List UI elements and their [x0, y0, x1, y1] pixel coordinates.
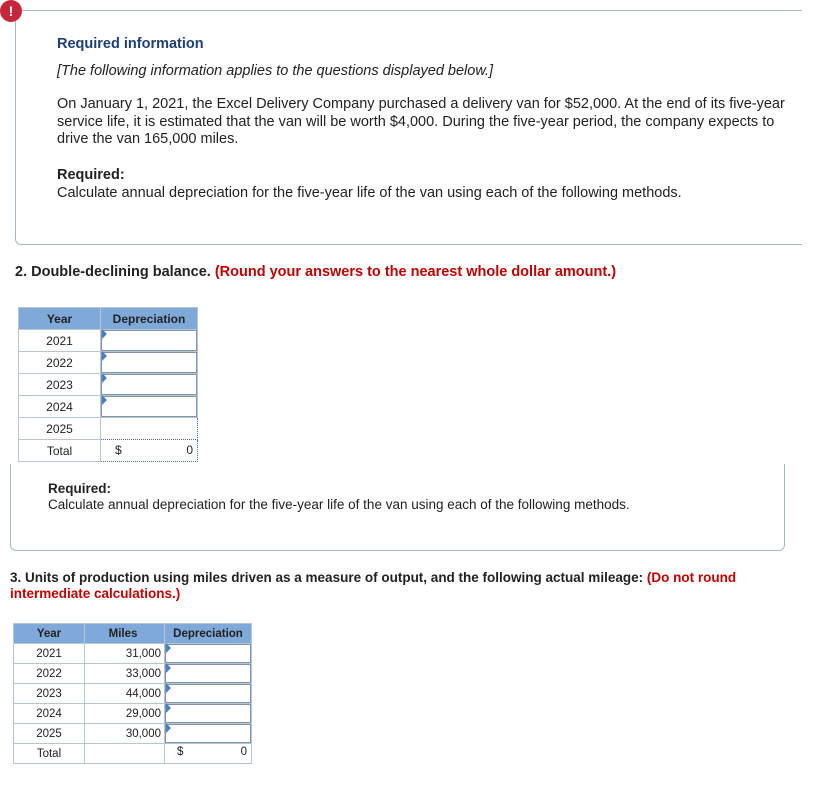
depreciation-cell [165, 704, 252, 724]
year-cell: 2022 [14, 664, 85, 684]
required-label-2: Required: [48, 481, 112, 496]
year-cell: 2022 [19, 352, 101, 374]
table-row [19, 418, 198, 440]
required-block [57, 167, 682, 202]
table-row [19, 440, 198, 462]
info-note: [The following information applies to the questions displayed below.] [57, 63, 494, 79]
depreciation-input-2024[interactable] [101, 396, 197, 417]
table-header-row [14, 624, 252, 644]
year-cell: 2024 [14, 704, 85, 724]
total-label: Total [14, 744, 85, 764]
units-depreciation-input-2024[interactable] [165, 704, 251, 723]
miles-cell: 30,000 [85, 724, 165, 744]
depreciation-input-2021[interactable] [101, 330, 197, 351]
year-cell: 2021 [14, 644, 85, 664]
depreciation-input-2023[interactable] [101, 374, 197, 395]
header-year: Year [19, 308, 101, 330]
total-value: 0 [240, 746, 247, 758]
header-depreciation: Depreciation [101, 308, 198, 330]
miles-cell: 33,000 [85, 664, 165, 684]
year-cell: 2025 [19, 418, 101, 440]
ddb-table [18, 307, 198, 462]
miles-cell: 44,000 [85, 684, 165, 704]
table-row [19, 352, 198, 374]
table-row [14, 644, 252, 664]
table-row [14, 724, 252, 744]
table-row [14, 664, 252, 684]
depreciation-cell [101, 330, 198, 352]
depreciation-cell [165, 664, 252, 684]
header-year: Year [14, 624, 85, 644]
table-header-row [19, 308, 198, 330]
question-2-label: 2. Double-declining balance. [15, 264, 211, 280]
units-depreciation-input-2022[interactable] [165, 664, 251, 683]
table-row [14, 684, 252, 704]
alert-icon: ! [0, 0, 22, 22]
miles-total-cell [85, 744, 165, 764]
depreciation-input-2022[interactable] [101, 352, 197, 373]
total-cell [101, 440, 198, 462]
question-3-instruction: (Do not round intermediate calculations.) [10, 570, 737, 601]
question-3 [10, 570, 820, 602]
table-row [19, 330, 198, 352]
required-label: Required: [57, 167, 125, 183]
total-value: 0 [186, 443, 193, 457]
required-block-2 [48, 481, 630, 513]
depreciation-cell [165, 724, 252, 744]
depreciation-cell [165, 644, 252, 664]
info-title: Required information [57, 36, 204, 52]
depreciation-cell [101, 396, 198, 418]
total-label: Total [19, 440, 101, 462]
year-cell: 2025 [14, 724, 85, 744]
units-depreciation-input-2021[interactable] [165, 644, 251, 663]
depreciation-cell-2025 [101, 418, 197, 439]
year-cell: 2021 [19, 330, 101, 352]
table-row [19, 396, 198, 418]
total-cell [165, 744, 252, 764]
depreciation-cell [101, 418, 198, 440]
info-paragraph: On January 1, 2021, the Excel Delivery Company purchased a delivery van for $52,000. At the end of its five-year service life, it is estimated that the van will be worth $4,000. During the five-year period, the company expects to drive the van 165,000 miles. [57, 96, 785, 147]
required-text: Calculate annual depreciation for the five-year life of the van using each of the following methods. [57, 184, 682, 201]
depreciation-cell [101, 352, 198, 374]
units-table [13, 623, 252, 764]
year-cell: 2024 [19, 396, 101, 418]
dollar-sign: $ [115, 443, 122, 457]
depreciation-cell [101, 374, 198, 396]
units-depreciation-input-2023[interactable] [165, 684, 251, 703]
miles-cell: 31,000 [85, 644, 165, 664]
units-depreciation-input-2025[interactable] [165, 724, 251, 743]
question-3-label: 3. Units of production using miles driven as a measure of output, and the following actual mileage: [10, 570, 644, 585]
year-cell: 2023 [14, 684, 85, 704]
table-row [14, 744, 252, 764]
table-row [19, 374, 198, 396]
year-cell: 2023 [19, 374, 101, 396]
question-2-instruction: (Round your answers to the nearest whole dollar amount.) [214, 264, 617, 280]
dollar-sign: $ [177, 746, 184, 758]
miles-cell: 29,000 [85, 704, 165, 724]
table-row [14, 704, 252, 724]
required-text-2: Calculate annual depreciation for the five-year life of the van using each of the following methods. [48, 497, 630, 512]
question-2 [15, 264, 616, 280]
header-depreciation: Depreciation [165, 624, 252, 644]
depreciation-cell [165, 684, 252, 704]
header-miles: Miles [85, 624, 165, 644]
